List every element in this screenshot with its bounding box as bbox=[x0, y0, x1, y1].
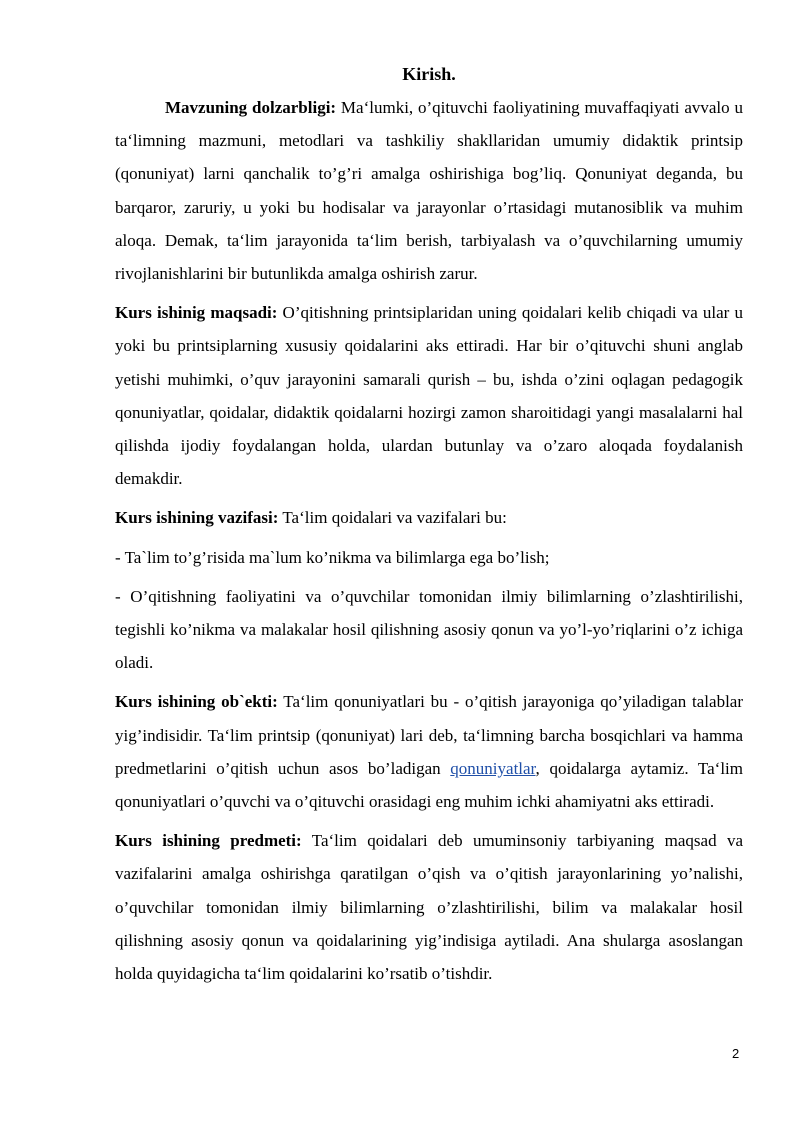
paragraph-tasks bbox=[115, 501, 743, 534]
goal-heading: Kurs ishinig maqsadi: bbox=[115, 303, 278, 323]
list-item-1: - Ta`lim to’g’risida ma`lum ko’nikma va bilimlarga ega bo’lish; bbox=[115, 547, 550, 567]
page-number: 2 bbox=[732, 1046, 740, 1061]
document-title: Kirish. bbox=[402, 64, 456, 84]
goal-text: O’qitishning printsiplaridan uning qoidalari kelib chiqadi va ular u yoki bu printsiplarning xususiy qoidalarini aks ettiradi. Har bir o’qituvchi shuni anglab yetishi muhimki, o’quv jarayonini samarali qurish – bu, ishda o’zini oqlagan pedagogik qonuniyatlar, qoidalar, didaktik qoidalarni hozirgi zamon sharoitidagi yangi masalalarni hal qilishda ijodiy foydalangan holda, ulardan butunlay va o’zaro aloqada foydalanish demakdir. bbox=[115, 303, 743, 489]
object-text-before: Ta‘lim qonuniyatlari bu - o’qitish jarayoniga qo’yiladigan talablar yig’indisidir. Ta‘lim printsip (qonuniyat) lari deb, ta‘limning barcha bosqichlari va hamma predmetlarini o’qitish uchun asos bo’ladigan bbox=[115, 692, 743, 778]
subject-heading: Kurs ishining predmeti: bbox=[115, 831, 302, 851]
object-heading: Kurs ishining ob`ekti: bbox=[115, 692, 278, 712]
relevance-text: Ma‘lumki, o’qituvchi faoliyatining muvaffaqiyati avvalo u ta‘limning mazmuni, metodlari va tashkiliy shakllaridan umumiy didaktik printsip (qonuniyat) larni qanchalik to’g’ri amalga oshirishiga bog’liq. Qonuniyat deganda, bu barqaror, zaruriy, u yoki bu hodisalar va jarayonlar o’rtasidagi mutanosiblik va muhim aloqa. Demak, ta‘lim jarayonida ta‘lim berish, tarbiyalash va o’quvchilarning umumiy rivojlanishlarini bir butunlikda amalga oshirish zarur. bbox=[115, 98, 743, 284]
subject-text: Ta‘lim qoidalari deb umuminsoniy tarbiyaning maqsad va vazifalarini amalga oshirishga qaratilgan o’qish va o’qitish jarayonlarining yo’nalishi, o’quvchilar tomonidan ilmiy bilimlarning o’zlashtirilishi, bilim va malakalar hosil qilishning asosiy qonun va qoidalarining yig’indisiga aytiladi. Ana shularga asoslangan holda quyidagicha ta‘lim qoidalarini ko’rsatib o’tishdir. bbox=[115, 831, 744, 984]
paragraph-subject bbox=[115, 824, 743, 990]
list-item-2: - O’qitishning faoliyatini va o’quvchilar tomonidan ilmiy bilimlarning o’zlashtirilishi, tegishli ko’nikma va malakalar hosil qilishning asosiy qonun va yo’l-yo’riqlarini o’z ichiga oladi. bbox=[115, 586, 743, 673]
document-page bbox=[115, 58, 743, 996]
paragraph-object bbox=[115, 685, 743, 818]
qonuniyatlar-link[interactable]: qonuniyatlar bbox=[450, 758, 536, 778]
paragraph-relevance bbox=[115, 91, 743, 290]
paragraph-goal bbox=[115, 296, 743, 495]
tasks-heading: Kurs ishining vazifasi: bbox=[115, 508, 279, 528]
tasks-text: Ta‘lim qoidalari va vazifalari bu: bbox=[278, 508, 507, 528]
relevance-heading: Mavzuning dolzarbligi: bbox=[165, 98, 337, 117]
object-text-after: , qoidalarga aytamiz. Ta‘lim qonuniyatlari o’quvchi va o’qituvchi orasidagi eng muhim ichki ahamiyatni aks ettiradi. bbox=[115, 758, 744, 812]
